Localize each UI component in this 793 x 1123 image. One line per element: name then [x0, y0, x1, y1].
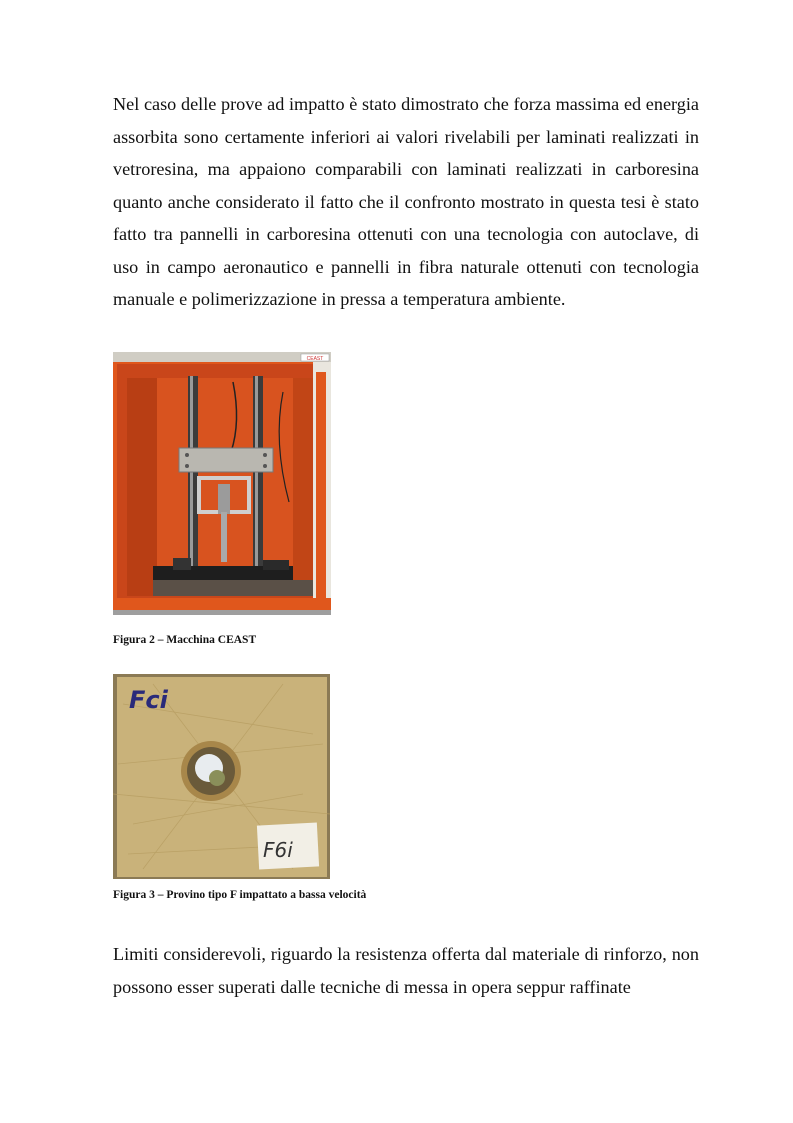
figure-ceast-machine-photo: [113, 352, 331, 615]
ceast-machine-image: [113, 352, 331, 615]
figure-specimen-photo: [113, 674, 330, 879]
figure-2-caption: Figura 2 – Macchina CEAST: [113, 634, 257, 646]
body-paragraph-impact-tests: Nel caso delle prove ad impatto è stato dimostrato che forza massima ed energia assorbita sono certamente inferiori ai valori rivelabili per laminati realizzati in vetroresina, ma appaiono comparabili con laminati realizzati in carboresina quanto anche considerato il fatto che il confronto mostrato in questa tesi è stato fatto tra pannelli in carboresina ottenuti con una tecnologia con autoclave, di uso in campo aeronautico e pannelli in fibra naturale ottenuti con tecnologia manuale e polimerizzazione in pressa a temperatura ambiente.: [113, 94, 699, 309]
specimen-handwritten-id: Fci: [129, 686, 168, 714]
machine-brand-label: CEAST: [306, 356, 324, 362]
body-paragraph-limits: Limiti considerevoli, riguardo la resistenza offerta dal materiale di rinforzo, non possono esser superati dalle tecniche di messa in opera seppur raffinate: [113, 944, 699, 997]
figure-3-caption: Figura 3 – Provino tipo F impattato a bassa velocità: [113, 889, 367, 901]
specimen-image: [113, 674, 330, 879]
specimen-tag-id: F6i: [263, 838, 293, 862]
